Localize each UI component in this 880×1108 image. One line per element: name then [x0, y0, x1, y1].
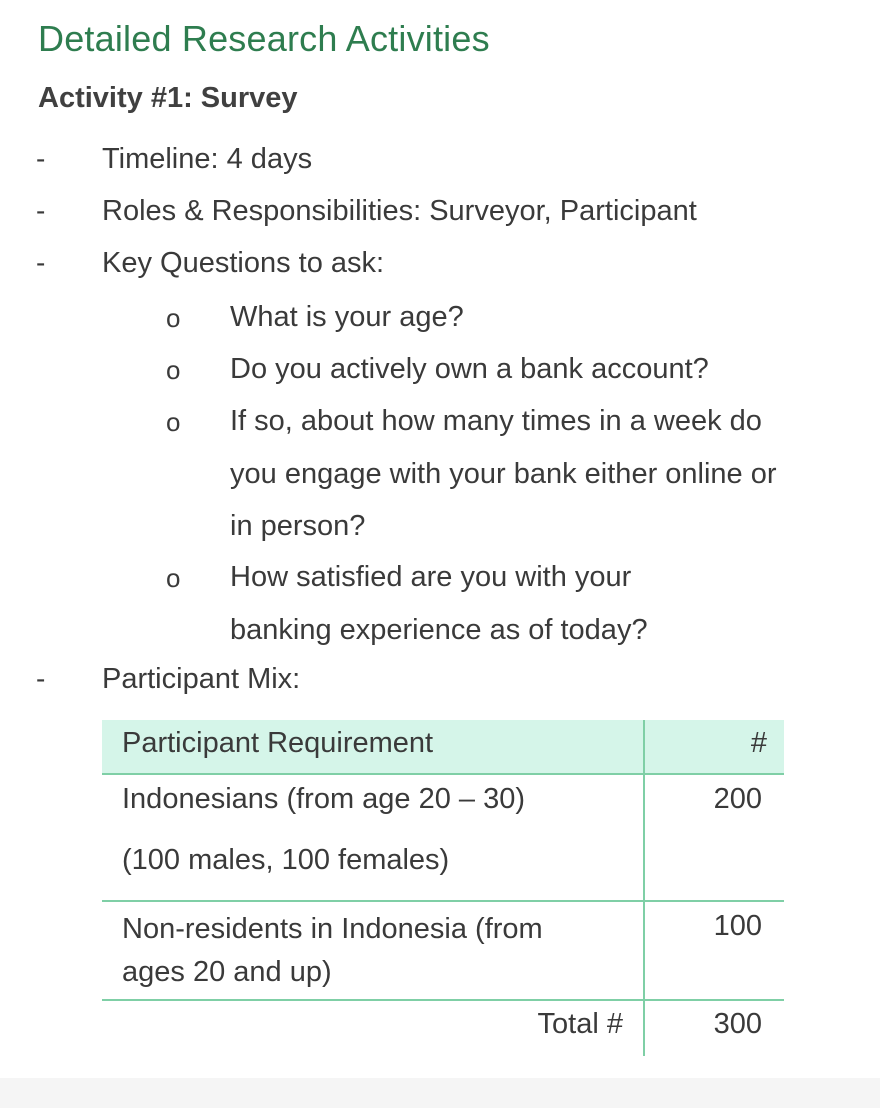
bullet-participant-mix: Participant Mix:: [102, 663, 301, 695]
bullet-key-questions: Key Questions to ask:: [102, 247, 385, 279]
page-bottom-edge: [0, 1078, 880, 1108]
table-total-value: 300: [713, 1008, 762, 1040]
circle-bullet-icon: o: [166, 303, 181, 333]
table-cell-count: 100: [713, 910, 762, 942]
table-cell-requirement-detail: (100 males, 100 females): [122, 844, 450, 876]
question-item: If so, about how many times in a week do you engage with your bank either online or in person?: [230, 405, 777, 542]
bullet-dash: -: [36, 143, 46, 174]
table-divider: [102, 999, 784, 1001]
table-cell-requirement: Indonesians (from age 20 – 30): [122, 783, 526, 815]
section-heading: Detailed Research Activities: [38, 18, 490, 59]
table-cell-requirement: Non-residents in Indonesia (from ages 20 and up): [122, 913, 543, 988]
table-divider: [102, 900, 784, 902]
bullet-timeline: Timeline: 4 days: [102, 143, 313, 175]
table-cell-count: 200: [713, 783, 762, 815]
bullet-dash: -: [36, 247, 46, 278]
table-total-label: Total #: [537, 1008, 623, 1040]
circle-bullet-icon: o: [166, 563, 181, 593]
participant-mix-table: [102, 720, 784, 1056]
table-header-requirement: Participant Requirement: [122, 727, 434, 759]
question-item: Do you actively own a bank account?: [230, 353, 709, 385]
bullet-dash: -: [36, 195, 46, 226]
table-column-divider: [643, 720, 645, 1056]
bullet-roles: Roles & Responsibilities: Surveyor, Participant: [102, 195, 697, 227]
bullet-dash: -: [36, 663, 46, 694]
table-divider: [102, 773, 784, 775]
table-header-count: #: [750, 727, 767, 759]
circle-bullet-icon: o: [166, 355, 181, 385]
question-item: How satisfied are you with your banking experience as of today?: [230, 561, 648, 646]
question-item: What is your age?: [230, 301, 464, 333]
activity-title: Activity #1: Survey: [38, 82, 298, 114]
circle-bullet-icon: o: [166, 407, 181, 437]
